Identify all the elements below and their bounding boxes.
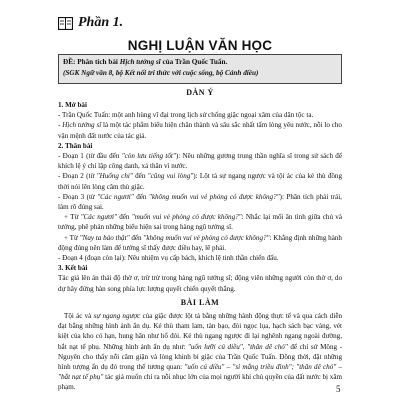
intro-title: 1. Mở bài (58, 101, 87, 109)
essay-paragraph: Tội ác và sự ngang ngược của giặc được lột tả bằng những hành động thực tế và qua cách diễn đạt bằng những hình ảnh ẩn dụ. Kẻ thù tham lam, tàn bạo, đòi ngọc lụa, hạch sách bạc vàng, vét kiệt của kho có hạn, hung hãn như hổ đói. Kẻ thù ngang ngược đi lại nghênh ngang ngoài đường, bắt nạt tể phụ. Những hình ảnh ẩn dụ như: "uốn lưỡi cú diều", "thân dê chó" để chỉ sứ Mông - Nguyên cho thấy nỗi căm giận và lòng khinh bỉ giặc của Trần Quốc Tuấn. Đồng thời, đặt những hình tượng ấn dụ đó trong thế tương quan: "uốn cú diều" – "sỉ mắng triều đình"; "thân dê chó" – "bắt nạt tể phụ" tác giả muốn chỉ ra nỗi nhục lớn của mọi người khi chủ quyền của đất nước bị xâm phạm. (58, 312, 343, 392)
topic-work-title: Hịch tướng sĩ (119, 58, 161, 66)
body-point-1: - Đoạn 1 (từ đầu đến "còn lưu tiếng tốt"): Nêu những gương trung thần nghĩa sĩ trong sử sách để khích lệ ý chí lập công danh, xả thân vì nước. (58, 152, 342, 171)
part-header (58, 14, 123, 32)
page-number: 5 (336, 384, 341, 394)
body-point-4: - Đoạn 4 (đoạn còn lại): Nêu nhiệm vụ cấp bách, khích lệ tinh thần chiến đấu. (58, 254, 279, 263)
topic-author: của Trần Quốc Tuấn. (162, 58, 228, 66)
body-point-3: - Đoạn 3 (từ "Các ngươi" đến "không muốn vui vẻ phỏng có được không?"): Phân tích phải trái, làm rõ đúng sai. (58, 192, 342, 212)
intro-point-1: - Trần Quốc Tuấn: một anh hùng vĩ đại trong lịch sử chống giặc ngoại xâm của dân tộc ta. (58, 111, 314, 120)
topic-source: (SGK Ngữ văn 8, bộ Kết nối tri thức với cuộc sống, bộ Cánh diều) (63, 69, 259, 77)
essay-heading: BÀI LÀM (180, 298, 220, 307)
intro-point-2: - Hịch tướng sĩ là một tác phẩm biểu hiện chân thành và sâu sắc nhất tấm lòng yêu nước, nỗi lo cho vận mệnh đất nước của tác giả. (58, 121, 342, 140)
topic-box (58, 54, 342, 84)
part-label: Phần 1. (78, 15, 124, 30)
body-point-2: - Đoạn 2 (từ "Huống chi" đến "cũng vui lòng"): Lột tả sự ngang ngược và tội ác của kẻ thù đồng thời nói lên lòng căm thù giặc. (58, 172, 343, 191)
outline-body (58, 100, 342, 294)
topic-label: ĐỀ: (63, 58, 76, 66)
body-point-3b: + Từ "Nay ta bảo thật" đến "không muốn vui vẻ phỏng có được không?": Khẳng định những hành động đúng nên làm để tướng sĩ thấy được điều hay, lẽ phải. (58, 233, 342, 252)
section-title: NGHỊ LUẬN VĂN HỌC (127, 38, 273, 53)
body-point-3a: + Từ "Các ngươi" đến "muốn vui vẻ phỏng có được không?": Nhắc lại mối ân tình giữa chủ và tướng, phê phán những biểu hiện sai trong hàng ngũ tướng sĩ. (58, 213, 342, 232)
open-book-icon (58, 17, 73, 30)
conclusion-text: Tác giả lên án thái độ thờ ơ, trừ trừ trong hàng ngũ tướng sĩ; động viên những người còn thờ ơ, do dự hãy đứng hàn song phía lực lượng quyết chiến quyết thắng. (58, 274, 342, 293)
conclusion-title: 3. Kết bài (58, 264, 88, 273)
topic-text: Phân tích bài (77, 58, 118, 66)
body-title: 2. Thân bài (58, 141, 93, 150)
outline-heading: DÀN Ý (186, 88, 214, 97)
essay-body (58, 311, 342, 393)
